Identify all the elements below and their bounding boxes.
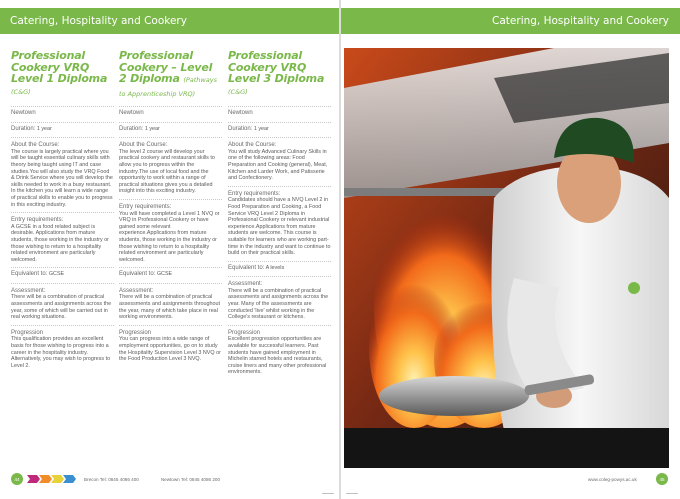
header-bar-left [0,8,339,34]
divider [228,186,331,187]
newtown-tel: 0845 4086 200 [189,476,221,482]
website-link[interactable]: www.coleg-powys.ac.uk [588,476,637,482]
divider [119,283,222,284]
course-title-text: Professional Cookery VRQ Level 3 Diploma [228,49,325,85]
equivalent-value: A levels [265,264,285,271]
crop-mark [346,493,358,494]
course-equivalent [228,262,331,277]
divider [119,199,222,200]
equivalent-value: GCSE [48,271,65,278]
progression-text: This qualification provides an excellent basis for those wishing to progress into a career in the hospitality industry. Alternatively, you may wish to progress to Level 2. [11,336,111,369]
course-title-text: Professional Cookery – Level 2 Diploma [119,49,213,85]
equivalent-label: Equivalent to: [11,271,48,278]
divider [11,325,114,326]
about-text: You will study Advanced Culinary Skills in one of the following areas: Food Preparation and Cooking (general), Meat, Kitchen and Larder Work, and Patisserie and Confectionery. [228,148,328,182]
divider [11,283,114,284]
equivalent-value: GCSE [156,271,173,278]
course-equivalent [119,268,222,283]
course-title-suffix: (Pathways to Apprenticeship VRQ) [119,76,217,98]
page-number-right: 45 [656,473,668,485]
brecon-label: Brecon Tel: [84,476,107,482]
divider [228,325,331,326]
entry-heading: Entry requirements: [11,217,64,224]
newtown-label: Newtown Tel: [160,476,189,482]
about-heading: About the Course: [11,142,60,149]
assessment-text: There will be a combination of practical assessments and assignments across the year. Many of the assessments are conducted 'live' whilst working in the College's restaurant or kitchens. [228,287,329,321]
page-fold [339,0,341,499]
progression-text: Excellent progression opportunities are available for successful learners. Past students have gained employment in Michelin starred hotels and restaurants, cruise liners and many other professional environments. [228,336,327,376]
colour-arrows-icon [27,475,77,483]
assessment-heading: Assessment: [228,281,263,288]
course-duration [119,123,222,138]
crop-mark [322,493,334,494]
entry-text: Candidates should have a NVQ Level 2 in Food Preparation and Cooking, a Food Service VRQ Level 2 Diploma in Professional Cookery or relevant industrial experience.Applications from mature students are welcome. This course is suitable for learners who are working part-time in the industry and want to continue to build on their practical skills. [228,197,331,257]
about-heading: About the Course: [228,142,277,149]
entry-text: A GCSE in a food related subject is desirable. Applications from mature students, those working in the industry or those wishing to return to a hospitality related environment are particularly welcomed. [11,223,109,263]
course-location: Newtown [119,110,144,116]
chef-flambe-photo [344,48,669,468]
divider [11,212,114,213]
page-number-left: 44 [11,473,23,485]
course-column-level3 [228,50,331,380]
divider [119,325,222,326]
section-title-left: Catering, Hospitality and Cookery [10,15,187,27]
chef-illustration [344,48,669,468]
assessment-heading: Assessment: [11,287,46,294]
about-text: The course is largely practical where you will be taught essential culinary skills with theory being taught using IT and case studies.You will also study the VRQ Food & Drink Service where you will develop the skills needed to work in a busy restaurant. In the kitchen you will learn a wide range of practical skills to enable you to progress in this exciting industry. [11,148,113,208]
duration-label: Duration: [11,125,36,132]
course-title [119,50,222,106]
divider [119,137,222,138]
course-title-text: Professional Cookery VRQ Level 1 Diploma [11,49,108,85]
course-title [11,50,114,106]
divider [228,276,331,277]
entry-heading: Entry requirements: [228,190,281,197]
duration-value: 1 year [36,125,52,132]
course-duration [11,123,114,138]
equivalent-label: Equivalent to: [119,271,156,278]
course-equivalent [11,268,114,283]
entry-heading: Entry requirements: [119,203,172,210]
progression-heading: Progression [228,329,261,336]
assessment-text: There will be a combination of practical assessments and assignments across the year, some of which will be carried out in real working situations. [11,294,112,321]
course-duration [228,123,331,138]
duration-label: Duration: [228,125,253,132]
header-bar-right [341,8,680,34]
duration-value: 1 year [144,125,160,132]
progression-text: You can progress into a wide range of employment opportunities, go on to study the Hospitality Supervision Level 3 NVQ or the Food Production Level 3 NVQ. [119,336,221,363]
about-heading: About the Course: [119,142,168,149]
assessment-heading: Assessment: [119,287,154,294]
course-title-suffix: (C&G) [11,87,31,96]
duration-label: Duration: [119,125,144,132]
duration-value: 1 year [253,125,269,132]
progression-heading: Progression [119,329,152,336]
course-title-suffix: (C&G) [228,87,248,96]
section-title-right: Catering, Hospitality and Cookery [492,15,669,27]
entry-text: You will have completed a Level 1 NVQ or VRQ in Professional Cookery or have gained some relevant experience.Applications from mature students, those working in the industry or those wishing to return to a hospitality related environment are particularly welcomed. [119,210,220,263]
progression-heading: Progression [11,329,44,336]
course-location: Newtown [11,110,36,116]
about-text: The level 2 course will develop your practical cookery and restaurant skills to allow you to progress within the industry.The use of local food and the opportunity to work within a range of practical situations gives you a detailed insight into this exciting industry. [119,148,215,195]
brecon-tel: 0845 4086 400 [108,476,139,482]
course-location: Newtown [228,110,253,116]
equivalent-label: Equivalent to: [228,264,265,271]
divider [228,137,331,138]
course-title [228,50,331,106]
course-column-level2 [119,50,222,367]
divider [11,137,114,138]
course-column-level1 [11,50,114,373]
assessment-text: There will be a combination of practical assessments and assignments throughout the year, many of which take place in real working environments. [119,294,220,321]
footer-contacts [84,473,220,485]
